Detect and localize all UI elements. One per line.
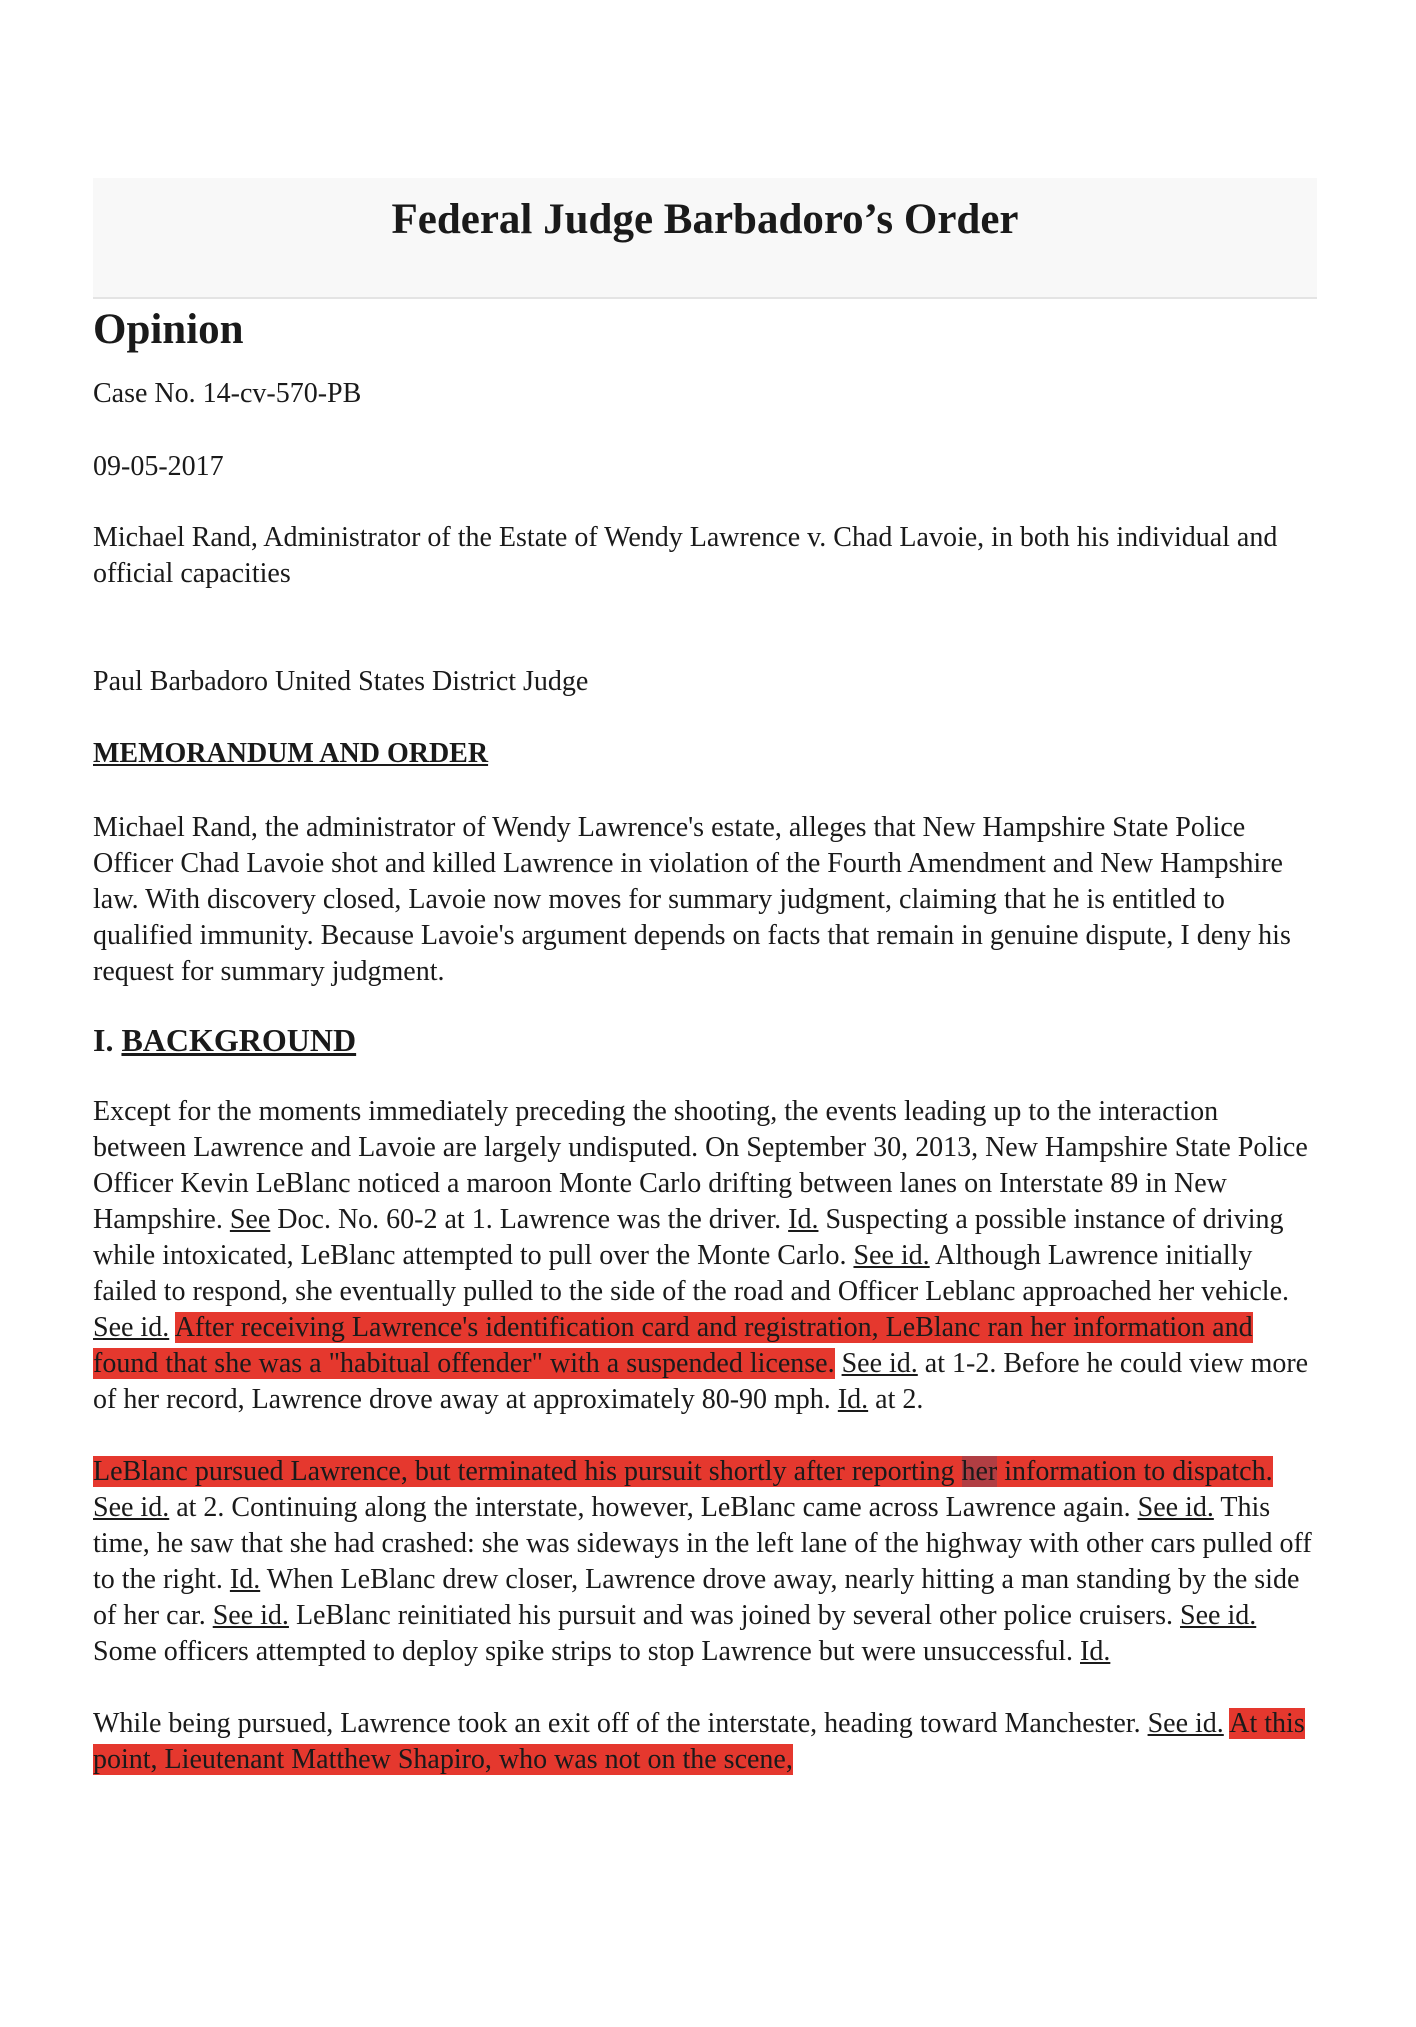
citation: See id.: [93, 1311, 170, 1343]
paragraph-text: Doc. No. 60-2 at 1. Lawrence was the driver.: [270, 1203, 789, 1235]
citation: See: [229, 1203, 271, 1235]
citation: See id.: [93, 1491, 170, 1523]
citation: See id.: [853, 1239, 930, 1271]
paragraph-text: Some officers attempted to deploy spike strips to stop Lawrence but were unsuccessful.: [93, 1635, 1081, 1667]
citation: See id.: [1180, 1599, 1257, 1631]
citation: Id.: [788, 1203, 819, 1235]
paragraph-text: [169, 1312, 174, 1343]
citation: Id.: [1080, 1635, 1111, 1667]
citation: See id.: [841, 1347, 918, 1379]
background-paragraph-2: [93, 1454, 1317, 1670]
memorandum-heading: MEMORANDUM AND ORDER: [93, 737, 489, 769]
section-numeral: I.: [93, 1021, 114, 1058]
citation: Id.: [229, 1563, 261, 1595]
paragraph-text: LeBlanc reinitiated his pursuit and was joined by several other police cruisers.: [288, 1599, 1181, 1631]
decision-date: 09-05-2017: [93, 450, 224, 482]
paragraph-text: This time, he saw that she had crashed: she was sideways in the left lane of the highway with other cars pulled off to the right.: [93, 1491, 1312, 1595]
citation: Id.: [837, 1383, 869, 1415]
document-page: [93, 178, 1317, 1778]
section-title: BACKGROUND: [121, 1021, 357, 1058]
paragraph-text: Except for the moments immediately preceding the shooting, the events leading up to the interaction between Lawrence and Lavoie are largely undisputed. On September 30, 2013, New Hampshire State Police Officer Kevin LeBlanc noticed a maroon Monte Carlo drifting between lanes on Interstate 89 in New Hampshire.: [93, 1095, 1308, 1235]
title-bar: [93, 178, 1317, 299]
case-number: Case No. 14-cv-570-PB: [93, 377, 362, 409]
background-paragraph-1: [93, 1094, 1317, 1418]
document-title: Federal Judge Barbadoro’s Order: [391, 196, 1019, 243]
intro-paragraph: Michael Rand, the administrator of Wendy Lawrence's estate, alleges that New Hampshire State Police Officer Chad Lavoie shot and killed Lawrence in violation of the Fourth Amendment and New Hampshire law. With discovery closed, Lavoie now moves for summary judgment, claiming that he is entitled to qualified immunity. Because Lavoie's argument depends on facts that remain in genuine dispute, I deny his request for summary judgment.: [93, 811, 1291, 987]
citation: See id.: [1147, 1707, 1224, 1739]
highlighted-passage-dark: her: [961, 1455, 998, 1487]
judge-name: Paul Barbadoro United States District Judge: [93, 665, 589, 697]
highlighted-passage: LeBlanc pursued Lawrence, but terminated his pursuit shortly after reporting: [93, 1455, 962, 1487]
paragraph-text: at 2. Continuing along the interstate, however, LeBlanc came across Lawrence again.: [169, 1491, 1138, 1523]
paragraph-text: While being pursued, Lawrence took an exit off of the interstate, heading toward Manchester.: [93, 1707, 1148, 1739]
highlighted-passage: At this point, Lieutenant Matthew Shapiro, who was not on the scene,: [93, 1707, 1305, 1775]
highlighted-passage: After receiving Lawrence's identification card and registration, LeBlanc ran her information and found that she was a "habitual offender" with a suspended license.: [93, 1311, 1253, 1379]
citation: See id.: [1137, 1491, 1214, 1523]
background-paragraph-3: [93, 1706, 1317, 1778]
paragraph-text: When LeBlanc drew closer, Lawrence drove away, nearly hitting a man standing by the side of her car.: [93, 1563, 1300, 1631]
case-caption: Michael Rand, Administrator of the Estate of Wendy Lawrence v. Chad Lavoie, in both his individual and official capacities: [93, 521, 1278, 589]
paragraph-text: at 2.: [868, 1383, 924, 1415]
highlighted-passage: information to dispatch.: [997, 1455, 1273, 1487]
paragraph-text: Although Lawrence initially failed to respond, she eventually pulled to the side of the road and Officer Leblanc approached her vehicle.: [93, 1239, 1290, 1307]
opinion-heading: Opinion: [93, 306, 244, 353]
paragraph-text: [835, 1348, 842, 1379]
background-heading: [93, 1020, 1317, 1060]
paragraph-text: Suspecting a possible instance of driving while intoxicated, LeBlanc attempted to pull over the Monte Carlo.: [93, 1203, 1284, 1271]
paragraph-text: at 1-2. Before he could view more of her record, Lawrence drove away at approximately 80-90 mph.: [93, 1347, 1309, 1415]
citation: See id.: [212, 1599, 289, 1631]
